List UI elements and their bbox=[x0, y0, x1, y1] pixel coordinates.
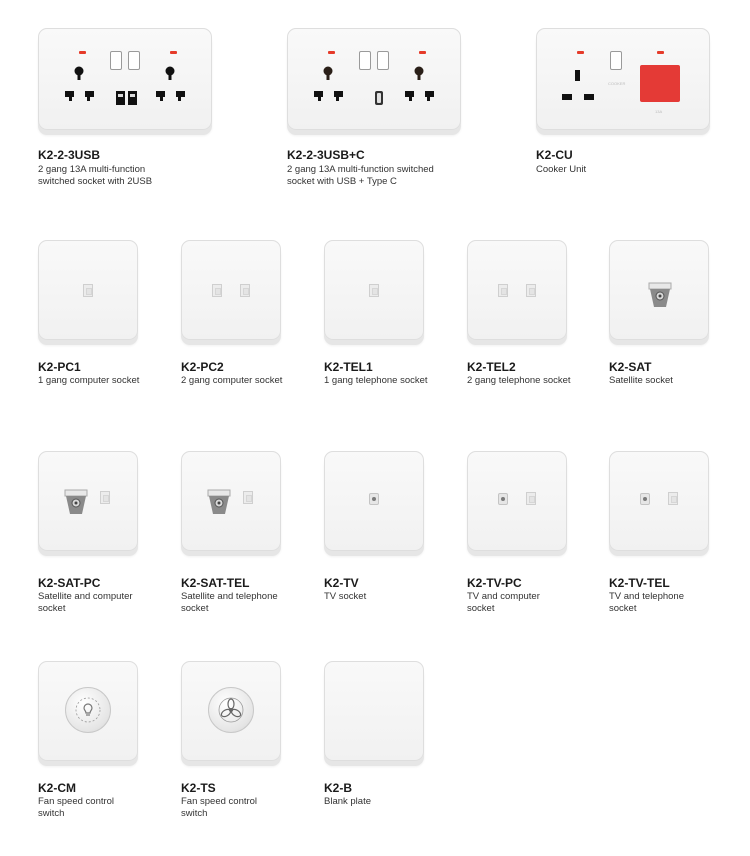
product-code: K2-2-3USB bbox=[38, 148, 101, 162]
indicator-led bbox=[577, 51, 584, 54]
product-K2-B bbox=[324, 661, 454, 831]
product-K2-2-3USB+C bbox=[287, 28, 467, 198]
product-code: K2-TV bbox=[324, 576, 359, 590]
rocker-switch bbox=[128, 51, 140, 70]
socket-plate bbox=[181, 451, 281, 551]
product-K2-TEL1 bbox=[324, 240, 454, 400]
universal-socket-icon bbox=[152, 61, 204, 111]
product-description: TV and computer socket bbox=[467, 591, 540, 614]
socket-plate bbox=[181, 661, 281, 761]
computer-port bbox=[100, 491, 110, 504]
computer-port bbox=[83, 284, 93, 297]
telephone-port bbox=[498, 284, 508, 297]
product-code: K2-TV-PC bbox=[467, 576, 522, 590]
tv-coax-port bbox=[498, 493, 508, 505]
dimmer-knob bbox=[65, 687, 111, 733]
product-code: K2-PC1 bbox=[38, 360, 81, 374]
product-description: 2 gang telephone socket bbox=[467, 375, 571, 386]
product-code: K2-SAT-PC bbox=[38, 576, 101, 590]
socket-plate bbox=[38, 28, 212, 130]
satellite-connector-icon bbox=[63, 488, 89, 520]
socket-plate bbox=[324, 451, 424, 551]
socket-plate bbox=[609, 240, 709, 340]
product-code: K2-SAT-TEL bbox=[181, 576, 250, 590]
product-description: 1 gang computer socket bbox=[38, 375, 140, 386]
product-code: K2-TEL2 bbox=[467, 360, 516, 374]
cooker-switch bbox=[640, 65, 680, 102]
cooker-label: COOKER bbox=[608, 81, 626, 86]
product-code: K2-CM bbox=[38, 781, 76, 795]
product-K2-SAT bbox=[609, 240, 739, 400]
product-K2-2-3USB bbox=[38, 28, 218, 198]
product-K2-CM bbox=[38, 661, 168, 831]
socket-plate bbox=[287, 28, 461, 130]
product-description: 1 gang telephone socket bbox=[324, 375, 428, 386]
product-K2-TV-PC bbox=[467, 451, 597, 621]
product-code: K2-2-3USB+C bbox=[287, 148, 365, 162]
telephone-port bbox=[668, 492, 678, 505]
product-description: 2 gang computer socket bbox=[181, 375, 283, 386]
product-code: K2-B bbox=[324, 781, 353, 795]
product-description: Satellite socket bbox=[609, 375, 673, 386]
product-code: K2-SAT bbox=[609, 360, 652, 374]
socket-plate bbox=[467, 451, 567, 551]
socket-plate bbox=[324, 661, 424, 761]
satellite-connector-icon bbox=[206, 488, 232, 520]
indicator-led bbox=[657, 51, 664, 54]
product-description: TV and telephone socket bbox=[609, 591, 685, 614]
usb-c-port-icon bbox=[374, 90, 386, 106]
product-code: K2-TV-TEL bbox=[609, 576, 670, 590]
indicator-led bbox=[79, 51, 86, 54]
light-bulb-icon bbox=[74, 696, 102, 724]
product-description: Satellite and telephone socket bbox=[181, 591, 278, 614]
product-description: 2 gang 13A multi-function switched socket with USB + Type C bbox=[287, 164, 434, 187]
product-description: Cooker Unit bbox=[536, 164, 587, 175]
product-code: K2-PC2 bbox=[181, 360, 224, 374]
tv-coax-port bbox=[640, 493, 650, 505]
product-description: Fan speed control switch bbox=[38, 796, 115, 819]
universal-socket-icon bbox=[310, 61, 362, 111]
cooker-rating-label: 13A bbox=[655, 109, 663, 114]
socket-plate bbox=[467, 240, 567, 340]
indicator-led bbox=[170, 51, 177, 54]
socket-plate bbox=[609, 451, 709, 551]
fan-icon bbox=[217, 696, 245, 724]
computer-port bbox=[526, 492, 536, 505]
product-description: Fan speed control switch bbox=[181, 796, 258, 819]
rocker-switch bbox=[377, 51, 389, 70]
socket-plate bbox=[536, 28, 710, 130]
product-K2-TS bbox=[181, 661, 311, 831]
product-K2-PC2 bbox=[181, 240, 311, 400]
product-K2-SAT-TEL bbox=[181, 451, 311, 621]
tv-coax-port bbox=[369, 493, 379, 505]
uk-socket-icon bbox=[559, 67, 601, 107]
socket-plate bbox=[181, 240, 281, 340]
product-K2-TV bbox=[324, 451, 454, 621]
universal-socket-icon bbox=[401, 61, 453, 111]
indicator-led bbox=[328, 51, 335, 54]
socket-plate bbox=[38, 451, 138, 551]
socket-plate bbox=[38, 661, 138, 761]
usb-port-icon bbox=[115, 90, 139, 106]
product-description: Satellite and computer socket bbox=[38, 591, 133, 614]
product-description: TV socket bbox=[324, 591, 367, 602]
rocker-switch bbox=[610, 51, 622, 70]
product-code: K2-TEL1 bbox=[324, 360, 373, 374]
product-K2-SAT-PC bbox=[38, 451, 168, 621]
product-code: K2-TS bbox=[181, 781, 216, 795]
computer-port bbox=[240, 284, 250, 297]
product-K2-PC1 bbox=[38, 240, 168, 400]
product-description: Blank plate bbox=[324, 796, 372, 807]
computer-port bbox=[212, 284, 222, 297]
product-K2-TEL2 bbox=[467, 240, 597, 400]
universal-socket-icon bbox=[61, 61, 113, 111]
socket-plate bbox=[38, 240, 138, 340]
fan-control-knob bbox=[208, 687, 254, 733]
product-code: K2-CU bbox=[536, 148, 573, 162]
telephone-port bbox=[526, 284, 536, 297]
telephone-port bbox=[243, 491, 253, 504]
socket-plate bbox=[324, 240, 424, 340]
satellite-connector-icon bbox=[647, 281, 673, 313]
telephone-port bbox=[369, 284, 379, 297]
product-K2-CU bbox=[536, 28, 716, 198]
indicator-led bbox=[419, 51, 426, 54]
product-K2-TV-TEL bbox=[609, 451, 739, 621]
product-description: 2 gang 13A multi-function switched socket with 2USB bbox=[38, 164, 153, 187]
